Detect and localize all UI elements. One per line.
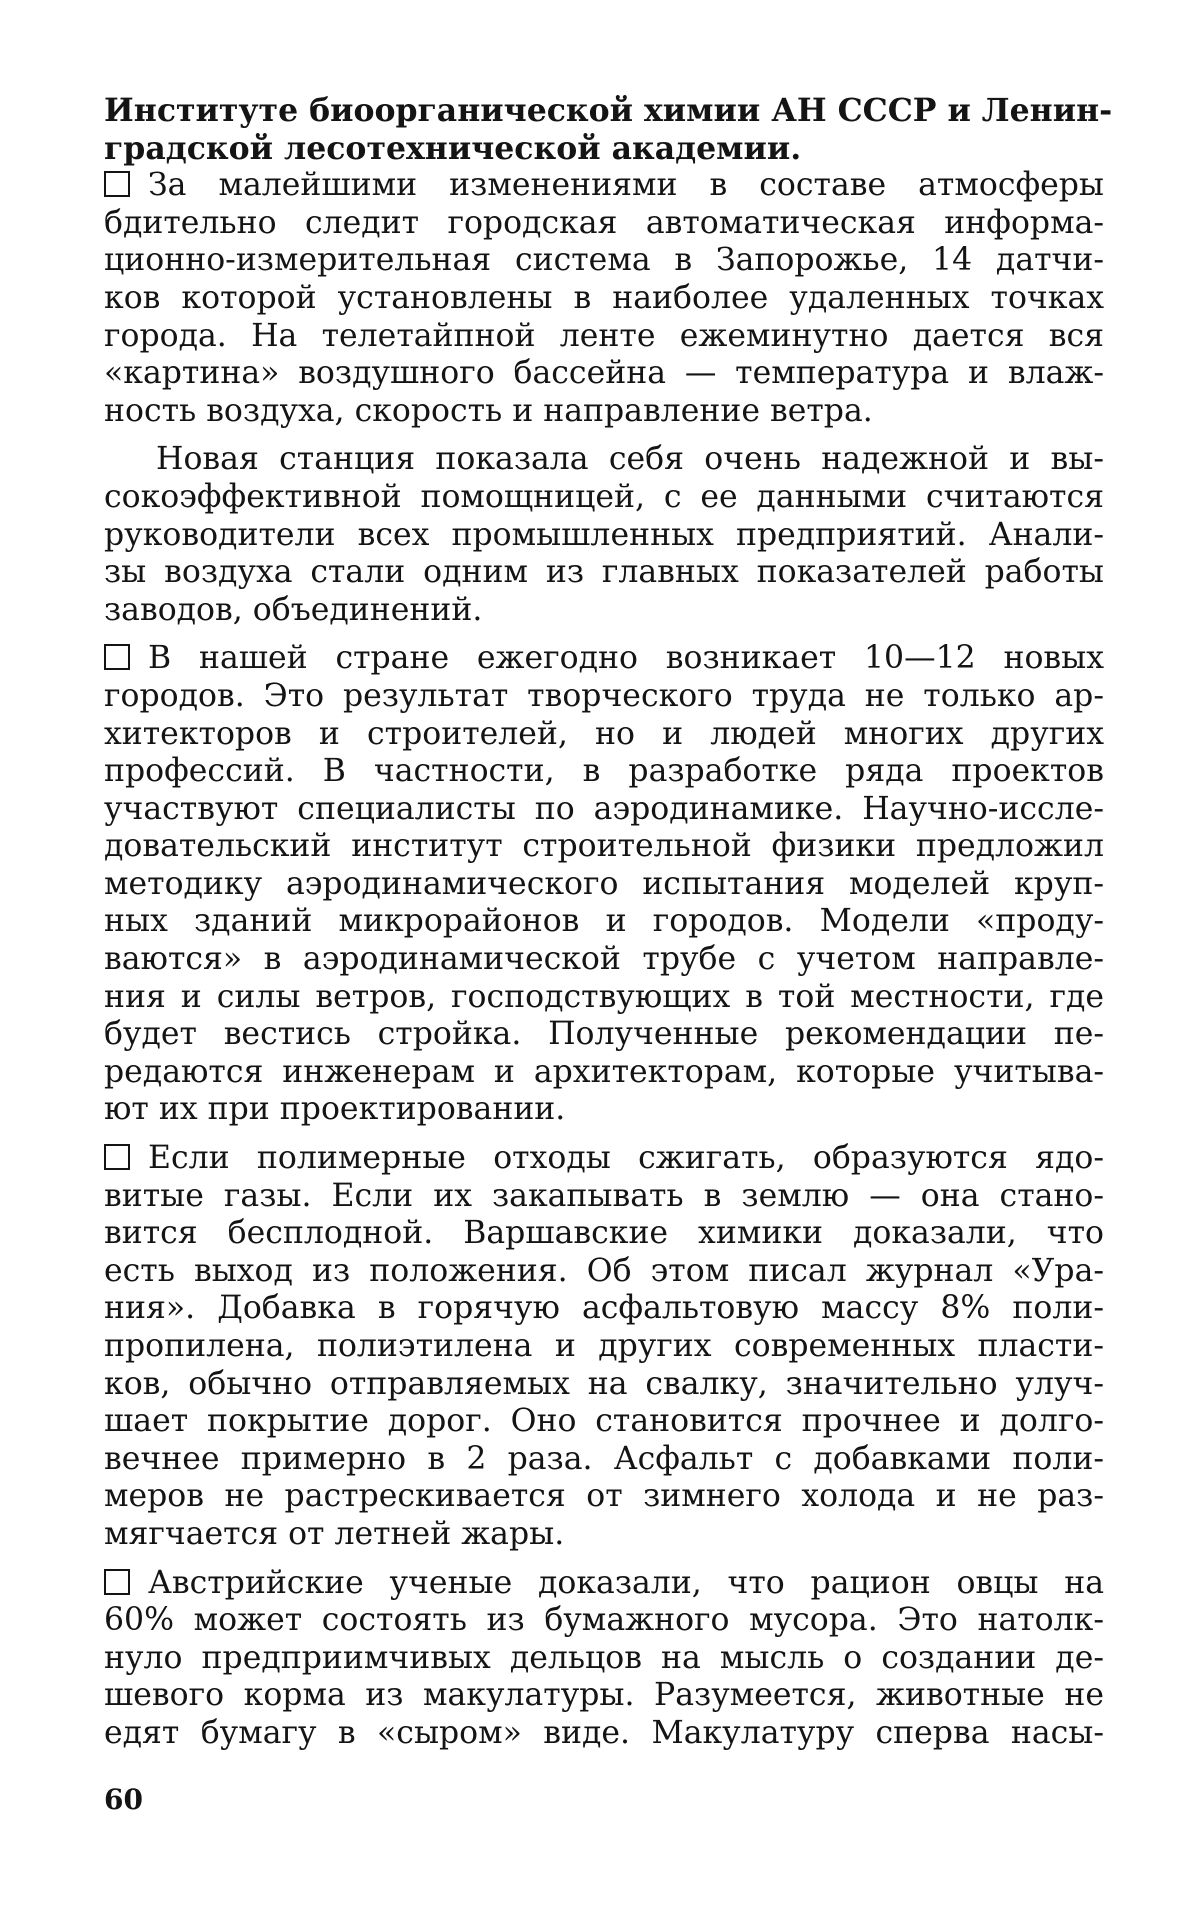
text-line: заводов, объединений.	[104, 591, 483, 628]
text-line: ков, обычно отправляемых на свалку, значительно улуч-	[104, 1365, 1104, 1402]
paragraph-news-item	[104, 640, 1104, 1129]
page-number: 60	[104, 1783, 143, 1816]
text-line-with-marker	[104, 640, 1104, 678]
text-line: бдительно следит городская автоматическая информа-	[104, 204, 1104, 241]
text-line: зы воздуха стали одним из главных показателей работы	[104, 554, 1104, 591]
text-line: ют их при проектировании.	[104, 1091, 566, 1128]
text-line: мягчается от летней жары.	[104, 1515, 565, 1552]
text-line: методику аэродинамического испытания моделей круп-	[104, 865, 1104, 902]
text-line: города. На телетайпной ленте ежеминутно дается вся	[104, 317, 1104, 354]
text-line: вится бесплодной. Варшавские химики доказали, что	[104, 1215, 1104, 1252]
text-line-with-marker	[104, 1140, 1104, 1178]
text-line: ваются» в аэродинамической трубе с учетом направле-	[104, 941, 1104, 978]
text-line: едят бумагу в «сыром» виде. Макулатуру сперва насы-	[104, 1714, 1104, 1751]
text-line: ционно-измерительная система в Запорожье, 14 датчи-	[104, 242, 1104, 279]
paragraph-continuation	[104, 92, 1113, 167]
text-line: ния». Добавка в горячую асфальтовую массу 8% поли-	[104, 1290, 1104, 1327]
text-line: руководители всех промышленных предприятий. Анали-	[104, 516, 1104, 553]
checkbox-square-icon	[104, 644, 130, 670]
page-text	[104, 92, 1113, 1753]
text-line: В нашей стране ежегодно возникает 10—12 новых	[148, 640, 1104, 677]
text-line: есть выход из положения. Об этом писал журнал «Ура-	[104, 1252, 1104, 1289]
text-line: участвуют специалисты по аэродинамике. Научно-иссле-	[104, 790, 1104, 827]
text-line: Новая станция показала себя очень надежной и вы-	[156, 441, 1104, 478]
text-line: За малейшими изменениями в составе атмосферы	[148, 167, 1104, 204]
text-line: Институте биоорганической химии АН СССР и Ленин-	[104, 92, 1113, 129]
text-line: ков которой установлены в наиболее удаленных точках	[104, 279, 1104, 316]
text-line: профессий. В частности, в разработке ряда проектов	[104, 753, 1104, 790]
text-line: нуло предприимчивых дельцов на мысль о создании де-	[104, 1639, 1104, 1676]
text-line: меров не растрескивается от зимнего холода и не раз-	[104, 1478, 1104, 1515]
text-line: «картина» воздушного бассейна — температура и влаж-	[104, 355, 1104, 392]
text-line-with-marker	[104, 1565, 1104, 1603]
text-line: хитекторов и строителей, но и людей многих других	[104, 715, 1104, 752]
paragraph-news-item	[104, 167, 1104, 430]
text-line: будет вестись стройка. Полученные рекомендации пе-	[104, 1016, 1104, 1053]
text-line: вечнее примерно в 2 раза. Асфальт с добавками поли-	[104, 1440, 1104, 1477]
text-line: ния и силы ветров, господствующих в той местности, где	[104, 978, 1104, 1015]
text-line: городов. Это результат творческого труда не только ар-	[104, 677, 1104, 714]
checkbox-square-icon	[104, 171, 130, 197]
text-line: Если полимерные отходы сжигать, образуются ядо-	[148, 1140, 1104, 1177]
text-line: ных зданий микрорайонов и городов. Модели «проду-	[104, 903, 1104, 940]
text-line: шает покрытие дорог. Оно становится прочнее и долго-	[104, 1403, 1104, 1440]
checkbox-square-icon	[104, 1144, 130, 1170]
text-line: шевого корма из макулатуры. Разумеется, животные не	[104, 1677, 1104, 1714]
text-line: сокоэффективной помощницей, с ее данными считаются	[104, 478, 1104, 515]
text-line-with-marker	[104, 167, 1104, 205]
text-line: 60% может состоять из бумажного мусора. Это натолк-	[104, 1602, 1104, 1639]
text-line: довательский институт строительной физики предложил	[104, 828, 1104, 865]
text-line: Австрийские ученые доказали, что рацион овцы на	[148, 1564, 1104, 1601]
paragraph-indented	[104, 441, 1104, 629]
text-line: пропилена, полиэтилена и других современных пласти-	[104, 1328, 1104, 1364]
paragraph-news-item	[104, 1140, 1104, 1554]
text-line: витые газы. Если их закапывать в землю — она стано-	[104, 1177, 1104, 1214]
checkbox-square-icon	[104, 1569, 130, 1595]
text-line: ность воздуха, скорость и направление ветра.	[104, 392, 873, 429]
paragraph-news-item	[104, 1565, 1104, 1753]
text-line: редаются инженерам и архитекторам, которые учитыва-	[104, 1053, 1104, 1090]
text-line: градской лесотехнической академии.	[104, 129, 802, 167]
